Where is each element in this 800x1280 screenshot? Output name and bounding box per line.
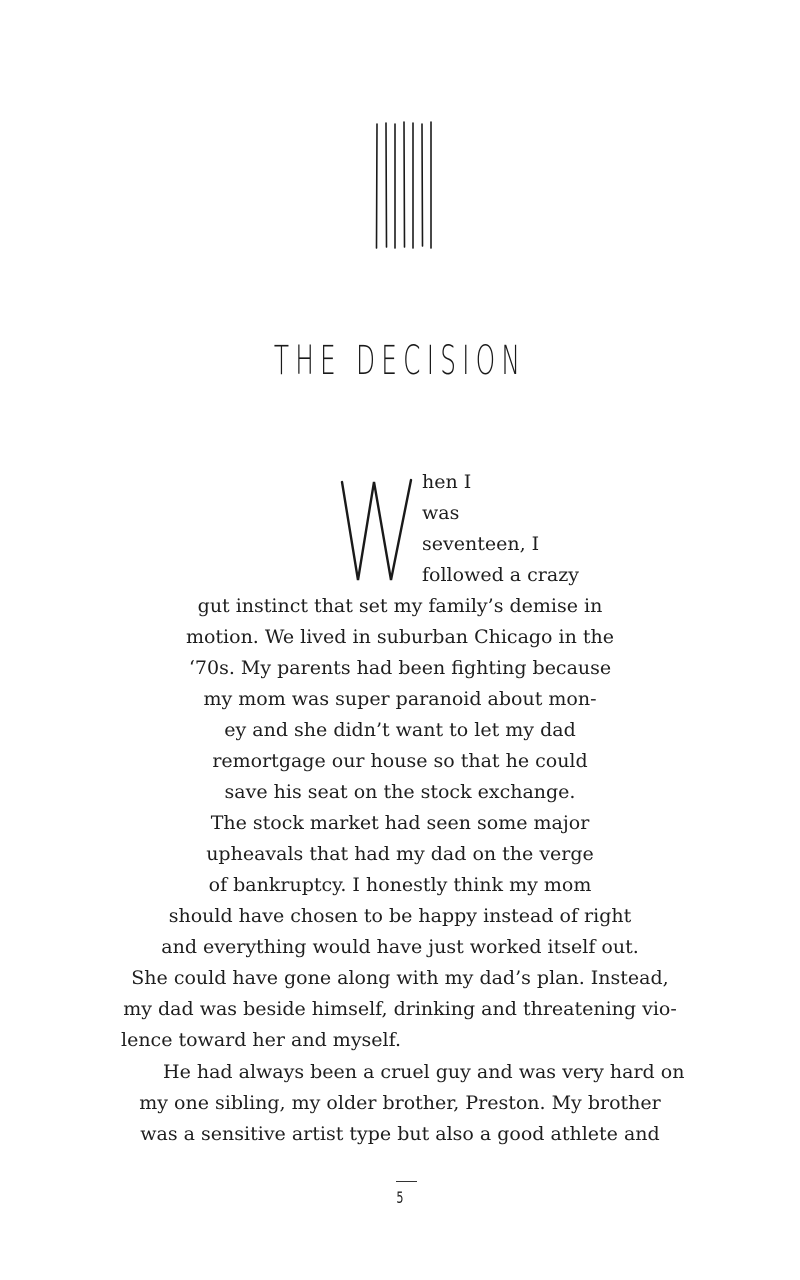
- text-line: remortgage our house so that he could: [212, 750, 588, 772]
- text-line: upheavals that had my dad on the verge: [206, 843, 594, 865]
- text-line: She could have gone along with my dad’s plan. Instead,: [131, 967, 669, 989]
- text-line: The stock market had seen some major: [210, 812, 590, 834]
- text-line: and everything would have just worked itself out.: [161, 936, 639, 958]
- drop-cap-letter: [336, 474, 418, 586]
- text-line: my mom was super paranoid about mon-: [203, 688, 597, 710]
- text-line: was a sensitive artist type but also a good athlete and: [140, 1123, 660, 1145]
- paragraph-start-line: He had always been a cruel guy and was very hard on: [163, 1061, 685, 1083]
- text-line: my one sibling, my older brother, Preston. My brother: [139, 1092, 661, 1114]
- text-line: motion. We lived in suburban Chicago in the: [185, 626, 615, 648]
- text-line: lence toward her and myself.: [121, 1029, 402, 1051]
- chapter-number-marks: [368, 118, 448, 254]
- text-line: hen I: [422, 471, 472, 493]
- text-line: gut instinct that set my family’s demise in: [197, 595, 603, 617]
- page-number-rule: [396, 1181, 417, 1182]
- text-line: ey and she didn’t want to let my dad: [224, 719, 576, 741]
- text-line: ‘70s. My parents had been fighting because: [188, 657, 612, 679]
- chapter-title: THE DECISION: [273, 338, 527, 384]
- text-line: should have chosen to be happy instead of right: [168, 905, 632, 927]
- page-number: 5: [396, 1188, 404, 1207]
- text-line: my dad was beside himself, drinking and threatening vio-: [123, 998, 677, 1020]
- text-line: save his seat on the stock exchange.: [224, 781, 576, 803]
- text-line: of bankruptcy. I honestly think my mom: [208, 874, 592, 896]
- text-line: was: [422, 502, 460, 524]
- text-line: followed a crazy: [422, 564, 579, 586]
- text-line: seventeen, I: [422, 533, 540, 555]
